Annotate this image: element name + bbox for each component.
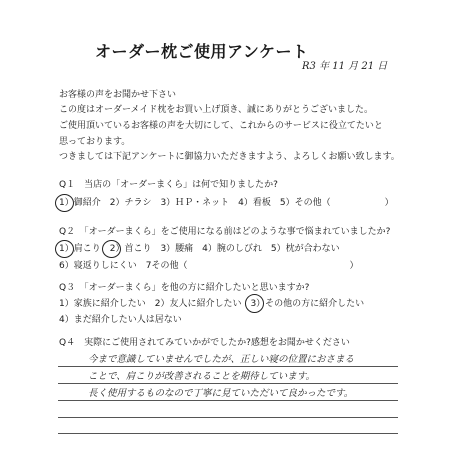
handwritten-answer-line: 長く使用するものなので丁寧に見ていただいて良かったです。 — [88, 388, 354, 399]
survey-date: R3 年 11 月 21 日 — [302, 61, 388, 72]
ruled-line — [58, 366, 398, 367]
answer-options: 6）寝返りしにくい 7その他（ ） — [59, 261, 359, 271]
survey-title: オーダー枕ご使用アンケート — [95, 42, 309, 61]
intro-line: ご使用頂いているお客様の声を大切にして、これからのサービスに役立てたいと — [59, 121, 383, 131]
intro-line: お客様の声をお聞かせ下さい — [59, 90, 177, 100]
intro-line: つきましては下記アンケートに御協力いただきますよう、よろしくお願い致します。 — [59, 152, 400, 162]
intro-line: 思っております。 — [59, 137, 131, 147]
ruled-line — [58, 400, 398, 401]
question-text: Q１ 当店の「オーダーまくら」は何で知りましたか? — [59, 180, 278, 190]
answer-circle-mark — [55, 194, 74, 212]
answer-options: 1）家族に紹介したい 2）友人に紹介したい 3）その他の方に紹介したい — [59, 299, 365, 309]
answer-options: 1）御紹介 2）チラシ 3）ＨＰ・ネット 4）看板 5）その他（ ） — [59, 198, 394, 208]
intro-line: この度はオーダーメイド枕をお買い上げ頂き、誠にありがとうございました。 — [59, 105, 374, 115]
answer-options: 1）肩こり 2）首こり 3）腰痛 4）腕のしびれ 5）枕が合わない — [59, 244, 340, 254]
handwritten-answer-line: 今まで意識していませんでしたが、正しい寝の位置におさまる — [88, 354, 355, 365]
ruled-line — [58, 417, 398, 418]
question-text: Q２ 「オーダーまくら」をご使用になる前はどのような事で悩まれていましたか? — [59, 227, 391, 237]
question-text: Q４ 実際にご使用されてみていかがでしたか?感想をお聞かせください — [59, 338, 350, 348]
answer-circle-mark — [55, 240, 74, 258]
answer-circle-mark — [102, 240, 121, 258]
answer-circle-mark — [245, 294, 264, 313]
question-text: Q３ 「オーダーまくら」を他の方に紹介したいと思いますか? — [59, 283, 310, 293]
answer-options: 4）まだ紹介したい人は居ない — [59, 315, 182, 325]
handwritten-answer-line: ことで、肩こりが改善されることを期待しています。 — [88, 371, 316, 382]
ruled-line — [58, 433, 398, 434]
ruled-line — [58, 383, 398, 384]
